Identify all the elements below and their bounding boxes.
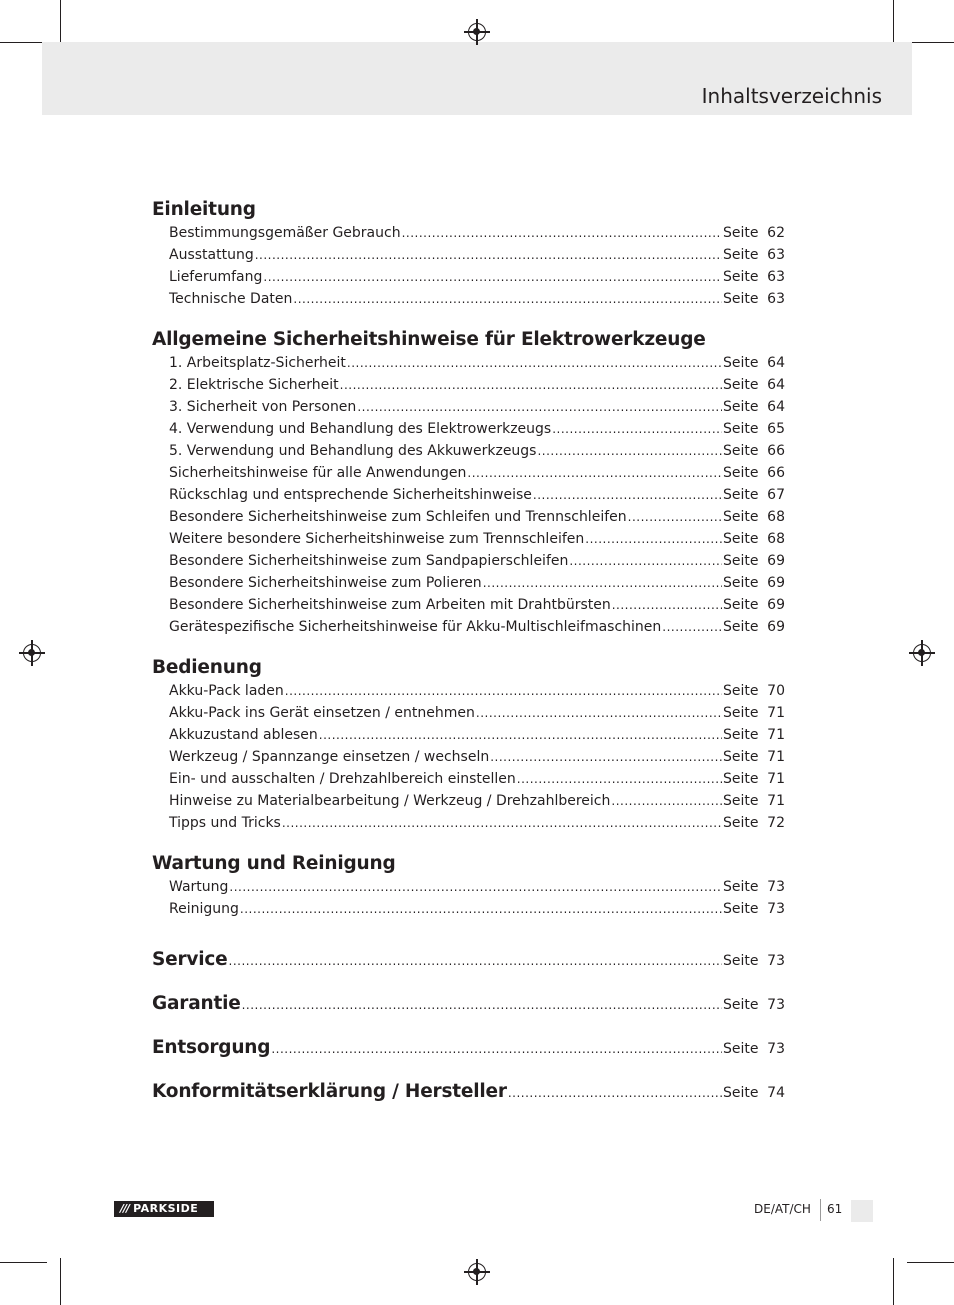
toc-entry-page: 65 — [767, 421, 785, 437]
toc-section — [152, 198, 785, 310]
toc-entry-label: Weitere besondere Sicherheitshinweise zum Trennschleifen — [169, 531, 585, 547]
toc-entry-seite: Seite — [723, 291, 759, 307]
toc-entry-seite: Seite — [723, 1041, 759, 1057]
toc-entry[interactable] — [152, 768, 785, 790]
toc-entry-label: Besondere Sicherheitshinweise zum Schleifen und Trennschleifen — [169, 509, 627, 525]
page-number: 61 — [827, 1202, 843, 1216]
toc-entry-seite: Seite — [723, 355, 759, 371]
toc-entry-label: Akku-Pack ins Gerät einsetzen / entnehmen — [169, 705, 475, 721]
toc-entry[interactable] — [152, 550, 785, 572]
toc-entry[interactable] — [152, 418, 785, 440]
crop-mark — [907, 42, 954, 43]
toc-section — [152, 328, 785, 638]
toc-entry-page: 62 — [767, 225, 785, 241]
toc-entry-label: 1. Arbeitsplatz-Sicherheit — [169, 355, 346, 371]
dot-leader — [537, 440, 722, 462]
toc-entry-label: 5. Verwendung und Behandlung des Akkuwerkzeugs — [169, 443, 537, 459]
toc-entry-label: Akku-Pack laden — [169, 683, 284, 699]
toc-entry-page: 68 — [767, 531, 785, 547]
toc-entry[interactable] — [152, 440, 785, 462]
toc-entry-label: Rückschlag und entsprechende Sicherheitshinweise — [169, 487, 532, 503]
toc-entry-label: 4. Verwendung und Behandlung des Elektrowerkzeugs — [169, 421, 552, 437]
dot-leader — [569, 550, 722, 572]
dot-leader — [483, 572, 722, 594]
toc-entry-page: 66 — [767, 465, 785, 481]
toc-entry[interactable] — [152, 528, 785, 550]
crop-mark — [0, 1262, 47, 1263]
toc-main-entry[interactable] — [152, 1026, 785, 1070]
toc-entry-seite: Seite — [723, 597, 759, 613]
toc-entry-page: 63 — [767, 291, 785, 307]
registration-mark-icon — [468, 23, 486, 41]
dot-leader — [347, 352, 722, 374]
toc-entry-page: 63 — [767, 269, 785, 285]
toc-entry[interactable] — [152, 396, 785, 418]
toc-section — [152, 852, 785, 920]
toc-entry-label: Wartung — [169, 879, 229, 895]
toc-entry-page: 69 — [767, 575, 785, 591]
toc-entry-page: 68 — [767, 509, 785, 525]
toc-entry-seite: Seite — [723, 771, 759, 787]
toc-entry-page: 69 — [767, 619, 785, 635]
dot-leader — [508, 1071, 722, 1115]
section-title: Bedienung — [152, 657, 262, 678]
table-of-contents — [152, 198, 785, 1114]
dot-leader — [319, 724, 722, 746]
toc-entry-page: 71 — [767, 727, 785, 743]
toc-entry-label: Ausstattung — [169, 247, 254, 263]
toc-entry[interactable] — [152, 222, 785, 244]
dot-leader — [612, 594, 722, 616]
toc-entry-page: 67 — [767, 487, 785, 503]
brand-stripes: /// — [120, 1202, 130, 1215]
toc-entry-seite: Seite — [723, 377, 759, 393]
dot-leader — [490, 746, 722, 768]
section-entries — [152, 876, 785, 920]
footer-divider — [820, 1199, 821, 1221]
toc-entry-label: Bestimmungsgemäßer Gebrauch — [169, 225, 401, 241]
dot-leader — [263, 266, 722, 288]
toc-main-entry-label: Garantie — [152, 993, 241, 1014]
toc-entry[interactable] — [152, 462, 785, 484]
toc-entry-label: 3. Sicherheit von Personen — [169, 399, 357, 415]
dot-leader — [585, 528, 722, 550]
toc-entry[interactable] — [152, 812, 785, 834]
brand-name: PARKSIDE — [133, 1202, 199, 1215]
toc-entry-page: 69 — [767, 553, 785, 569]
toc-entry[interactable] — [152, 572, 785, 594]
toc-entry-seite: Seite — [723, 225, 759, 241]
toc-entry-page: 66 — [767, 443, 785, 459]
toc-entry-seite: Seite — [723, 997, 759, 1013]
toc-entry-page: 73 — [767, 901, 785, 917]
toc-entry-seite: Seite — [723, 269, 759, 285]
toc-entry-label: Ein- und ausschalten / Drehzahlbereich einstellen — [169, 771, 516, 787]
toc-entry-seite: Seite — [723, 683, 759, 699]
crop-mark — [893, 1258, 894, 1305]
toc-entry-label: Hinweise zu Materialbearbeitung / Werkzeug / Drehzahlbereich — [169, 793, 611, 809]
toc-entry-seite: Seite — [723, 1085, 759, 1101]
toc-entry-seite: Seite — [723, 879, 759, 895]
toc-entry-seite: Seite — [723, 815, 759, 831]
toc-entry-seite: Seite — [723, 953, 759, 969]
toc-entry-label: Besondere Sicherheitshinweise zum Sandpapierschleifen — [169, 553, 569, 569]
dot-leader — [285, 680, 722, 702]
dot-leader — [533, 484, 722, 506]
toc-entry[interactable] — [152, 352, 785, 374]
crop-mark — [60, 1258, 61, 1305]
section-title: Allgemeine Sicherheitshinweise für Elektrowerkzeuge — [152, 329, 706, 350]
toc-entry-label: Lieferumfang — [169, 269, 263, 285]
toc-entry-seite: Seite — [723, 487, 759, 503]
section-entries — [152, 680, 785, 834]
toc-entry-page: 64 — [767, 355, 785, 371]
registration-mark-icon — [23, 644, 41, 662]
dot-leader — [628, 506, 722, 528]
toc-entry-page: 64 — [767, 399, 785, 415]
toc-entry[interactable] — [152, 680, 785, 702]
dot-leader — [229, 939, 722, 983]
toc-entry-seite: Seite — [723, 727, 759, 743]
toc-entry[interactable] — [152, 724, 785, 746]
dot-leader — [229, 876, 722, 898]
dot-leader — [282, 812, 722, 834]
dot-leader — [293, 288, 722, 310]
toc-entry-page: 73 — [767, 879, 785, 895]
toc-main-entry[interactable] — [152, 982, 785, 1026]
dot-leader — [611, 790, 722, 812]
toc-entry-seite: Seite — [723, 901, 759, 917]
toc-section — [152, 656, 785, 834]
toc-entry-page: 63 — [767, 247, 785, 263]
dot-leader — [240, 898, 722, 920]
toc-entry-page: 71 — [767, 749, 785, 765]
toc-entry[interactable] — [152, 506, 785, 528]
toc-entry[interactable] — [152, 288, 785, 310]
toc-entry-label: 2. Elektrische Sicherheit — [169, 377, 339, 393]
dot-leader — [467, 462, 722, 484]
toc-entry[interactable] — [152, 898, 785, 920]
toc-main-entry-label: Service — [152, 949, 228, 970]
toc-entry-seite: Seite — [723, 465, 759, 481]
toc-entry-seite: Seite — [723, 247, 759, 263]
brand-logo — [114, 1201, 214, 1217]
toc-entry-seite: Seite — [723, 399, 759, 415]
toc-entry-seite: Seite — [723, 575, 759, 591]
crop-mark — [907, 1262, 954, 1263]
toc-entry-page: 70 — [767, 683, 785, 699]
dot-leader — [402, 222, 722, 244]
toc-entry-label: Sicherheitshinweise für alle Anwendungen — [169, 465, 467, 481]
toc-entry-page: 72 — [767, 815, 785, 831]
toc-entry-page: 69 — [767, 597, 785, 613]
toc-entry-seite: Seite — [723, 793, 759, 809]
toc-entry[interactable] — [152, 616, 785, 638]
toc-main-entry-label: Konformitätserklärung / Hersteller — [152, 1081, 507, 1102]
toc-entry[interactable] — [152, 702, 785, 724]
section-entries — [152, 222, 785, 310]
dot-leader — [242, 983, 722, 1027]
crop-mark — [0, 42, 47, 43]
toc-entry-seite: Seite — [723, 705, 759, 721]
toc-entry[interactable] — [152, 374, 785, 396]
toc-entry-label: Technische Daten — [169, 291, 293, 307]
toc-entry-label: Werkzeug / Spannzange einsetzen / wechseln — [169, 749, 490, 765]
toc-entry[interactable] — [152, 876, 785, 898]
toc-entry-page: 71 — [767, 793, 785, 809]
toc-entry[interactable] — [152, 594, 785, 616]
toc-entry-seite: Seite — [723, 443, 759, 459]
dot-leader — [662, 616, 722, 638]
toc-entry-seite: Seite — [723, 531, 759, 547]
crop-mark — [893, 0, 894, 47]
toc-entry-label: Besondere Sicherheitshinweise zum Polieren — [169, 575, 482, 591]
page-title: Inhaltsverzeichnis — [701, 84, 882, 108]
toc-entry-page: 73 — [767, 953, 785, 969]
toc-entry[interactable] — [152, 746, 785, 768]
footer-region: DE/AT/CH — [754, 1202, 811, 1216]
toc-entry-seite: Seite — [723, 553, 759, 569]
toc-main-entry[interactable] — [152, 938, 785, 982]
toc-entry-label: Akkuzustand ablesen — [169, 727, 318, 743]
section-entries — [152, 352, 785, 638]
dot-leader — [340, 374, 722, 396]
toc-main-entry[interactable] — [152, 1070, 785, 1114]
toc-entry-page: 64 — [767, 377, 785, 393]
dot-leader — [271, 1027, 722, 1071]
toc-main-entries — [152, 938, 785, 1114]
toc-entry-seite: Seite — [723, 619, 759, 635]
dot-leader — [517, 768, 722, 790]
dot-leader — [552, 418, 722, 440]
section-title: Wartung und Reinigung — [152, 853, 396, 874]
crop-mark — [60, 0, 61, 47]
dot-leader — [357, 396, 722, 418]
dot-leader — [476, 702, 722, 724]
dot-leader — [255, 244, 722, 266]
registration-mark-icon — [468, 1263, 486, 1281]
toc-entry-label: Reinigung — [169, 901, 239, 917]
toc-entry-page: 71 — [767, 771, 785, 787]
footer-box — [851, 1200, 873, 1222]
toc-entry[interactable] — [152, 244, 785, 266]
toc-entry-page: 71 — [767, 705, 785, 721]
toc-entry-seite: Seite — [723, 421, 759, 437]
toc-entry[interactable] — [152, 266, 785, 288]
toc-entry[interactable] — [152, 790, 785, 812]
toc-entry-page: 73 — [767, 1041, 785, 1057]
toc-entry[interactable] — [152, 484, 785, 506]
section-title: Einleitung — [152, 199, 256, 220]
toc-entry-page: 73 — [767, 997, 785, 1013]
toc-main-entry-label: Entsorgung — [152, 1037, 271, 1058]
toc-entry-seite: Seite — [723, 749, 759, 765]
toc-entry-page: 74 — [767, 1085, 785, 1101]
toc-entry-label: Besondere Sicherheitshinweise zum Arbeiten mit Drahtbürsten — [169, 597, 611, 613]
toc-entry-seite: Seite — [723, 509, 759, 525]
registration-mark-icon — [913, 644, 931, 662]
toc-entry-label: Gerätespezifische Sicherheitshinweise für Akku-Multischleifmaschinen — [169, 619, 662, 635]
toc-entry-label: Tipps und Tricks — [169, 815, 281, 831]
toc-sections — [152, 198, 785, 920]
